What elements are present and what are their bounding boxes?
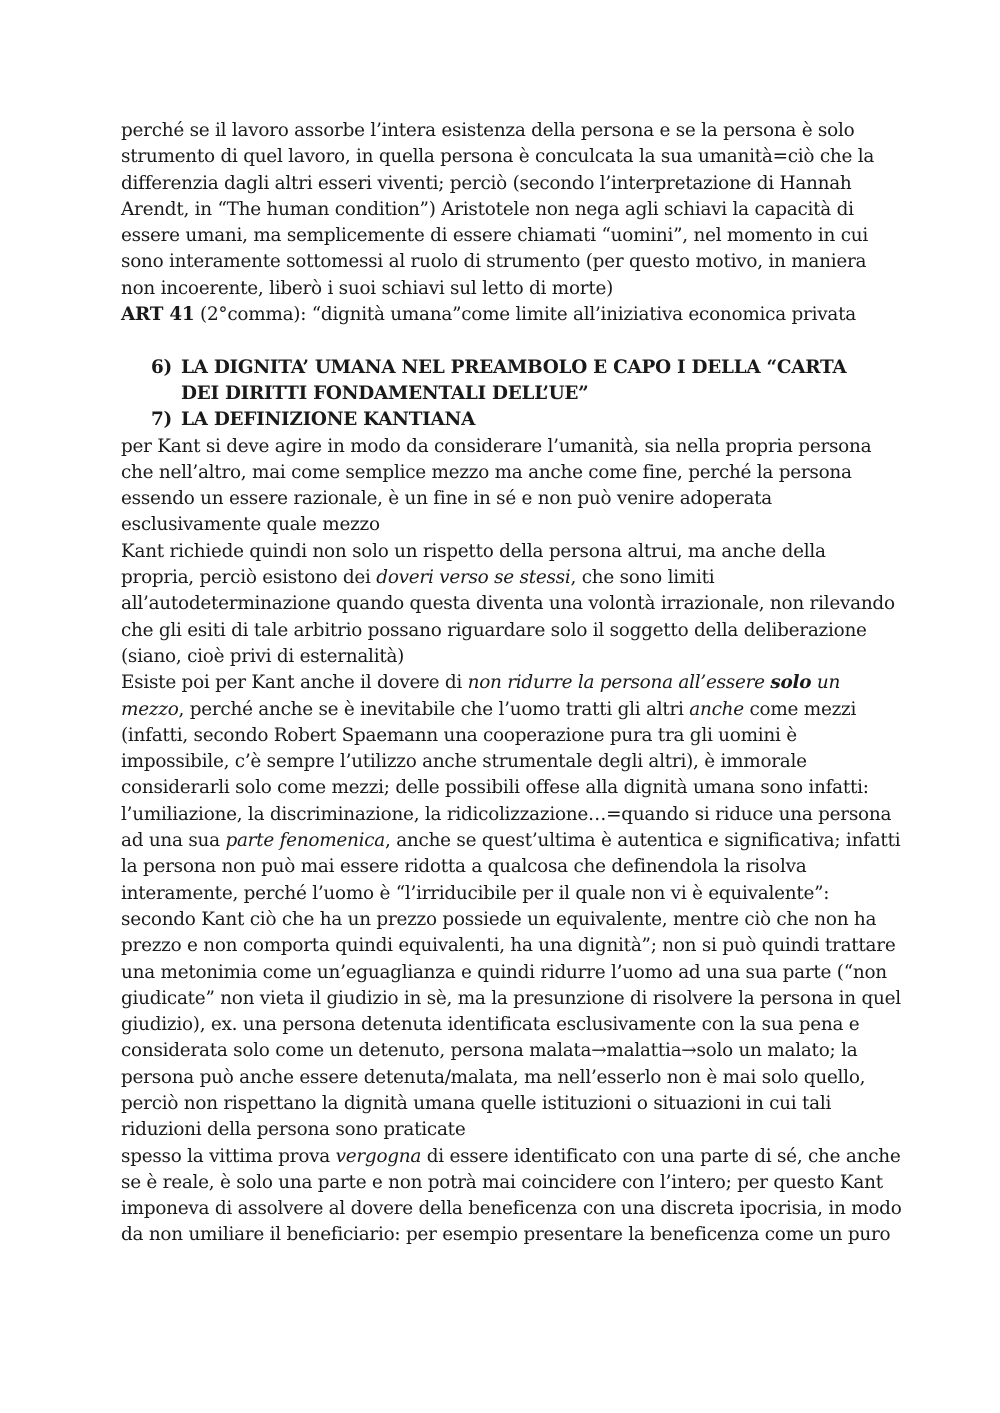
text-line: imponeva di assolvere al dovere della beneficenza con una discreta ipocrisia, in modo (121, 1198, 902, 1220)
text-line: la persona non può mai essere ridotta a qualcosa che definendola la risolva (121, 856, 807, 878)
text-line: (infatti, secondo Robert Spaemann una cooperazione pura tra gli uomini è (121, 724, 797, 746)
text-line: all’autodeterminazione quando questa diventa una volontà irrazionale, non rilevando (121, 593, 895, 615)
text-line: perciò non rispettano la dignità umana quelle istituzioni o situazioni in cui tali (121, 1092, 832, 1114)
heading-text: LA DIGNITA’ UMANA NEL PREAMBOLO E CAPO I DELLA “CARTA (181, 356, 847, 378)
text-span: come mezzi (743, 698, 857, 720)
text-line: per Kant si deve agire in modo da considerare l’umanità, sia nella propria persona (121, 435, 872, 457)
text-line: esclusivamente quale mezzo (121, 514, 380, 536)
text-line: considerata solo come un detenuto, persona malata→malattia→solo un malato; la (121, 1040, 858, 1062)
text-span: ad una sua (121, 830, 226, 852)
text-line: interamente, perché l’uomo è “l’irriducibile per il quale non vi è equivalente”: (121, 882, 830, 904)
text-line: l’umiliazione, la discriminazione, la ridicolizzazione…=quando si riduce una persona (121, 803, 892, 825)
text-line: non incoerente, liberò i suoi schiavi sul letto di morte) (121, 277, 614, 299)
text-line: Kant richiede quindi non solo un rispetto della persona altrui, ma anche della (121, 540, 826, 562)
text-line: secondo Kant ciò che ha un prezzo possiede un equivalente, mentre ciò che non ha (121, 908, 877, 930)
text-span: Esiste poi per Kant anche il dovere di (121, 672, 468, 694)
art41-text: (2°comma): “dignità umana”come limite all’iniziativa economica privata (194, 304, 856, 326)
text-line: differenzia dagli altri esseri viventi; perciò (secondo l’interpretazione di Hannah (121, 172, 852, 194)
text-line: prezzo e non comporta quindi equivalenti, ha una dignità”; non si può quindi trattare (121, 935, 896, 957)
text-line (121, 565, 901, 591)
text-line: che gli esiti di tale arbitrio possano riguardare solo il soggetto della deliberazione (121, 619, 867, 641)
text-span: , che sono limiti (570, 567, 715, 589)
heading-text: LA DEFINIZIONE KANTIANA (181, 409, 476, 431)
emphasis-text: non ridurre la persona all’essere (467, 672, 771, 694)
text-line: perché se il lavoro assorbe l’intera esistenza della persona e se la persona è solo (121, 120, 855, 141)
emphasis-text: parte fenomenica (225, 830, 386, 852)
paragraph-aristotle (121, 118, 901, 302)
text-line: una metonimia come un’eguaglianza e quindi ridurre l’uomo ad una sua parte (“non (121, 961, 887, 983)
emphasis-text: un (811, 672, 841, 694)
text-line (121, 670, 901, 696)
text-line: giudicate” non vieta il giudizio in sè, ma la presunzione di risolvere la persona in quel (121, 987, 901, 1009)
text-span: , anche se quest’ultima è autentica e significativa; infatti (385, 830, 901, 852)
emphasis-text: vergogna (335, 1145, 422, 1167)
art41-line (121, 302, 901, 328)
text-line (121, 697, 901, 723)
text-line (121, 1144, 901, 1170)
text-line: che nell’altro, mai come semplice mezzo ma anche come fine, perché la persona (121, 461, 852, 483)
paragraph-kant-definition (121, 434, 901, 539)
text-line: considerarli solo come mezzi; delle possibili offese alla dignità umana sono infatti: (121, 777, 869, 799)
text-line: Arendt, in “The human condition”) Aristotele non nega agli schiavi la capacità di (121, 198, 854, 220)
text-line: impossibile, c’è sempre l’utilizzo anche strumentale degli altri), è immorale (121, 751, 807, 773)
text-line: giudizio), ex. una persona detenuta identificata esclusivamente con la sua pena e (121, 1014, 860, 1036)
text-line: sono interamente sottomessi al ruolo di strumento (per questo motivo, in maniera (121, 251, 867, 273)
text-line: essendo un essere razionale, è un fine in sé e non può venire adoperata (121, 488, 773, 510)
text-line: se è reale, è solo una parte e non potrà mai coincidere con l’intero; per questo Kant (121, 1171, 883, 1193)
art41-label: ART 41 (121, 304, 195, 326)
emphasis-text: doveri verso se stessi (376, 567, 571, 589)
text-span: spesso la vittima prova (121, 1145, 336, 1167)
emphasis-text: mezzo (121, 698, 179, 720)
emphasis-text: anche (689, 698, 744, 720)
text-line: strumento di quel lavoro, in quella persona è conculcata la sua umanità=ciò che la (121, 146, 875, 168)
text-line: essere umani, ma semplicemente di essere chiamati “uomini”, nel momento in cui (121, 225, 869, 247)
heading-number: 6) (151, 356, 172, 378)
text-line: riduzioni della persona sono praticate (121, 1119, 466, 1141)
heading-6-continued: DEI DIRITTI FONDAMENTALI DELL’UE” (181, 382, 589, 404)
text-span: di essere identificato con una parte di sé, che anche (421, 1145, 901, 1167)
heading-7 (121, 407, 901, 433)
text-span: , perché anche se è inevitabile che l’uomo tratti gli altri (178, 698, 690, 720)
paragraph-kant-shame (121, 1144, 901, 1249)
text-line: (siano, cioè privi di esternalità) (121, 645, 405, 667)
strong-emphasis-text: solo (770, 672, 812, 694)
paragraph-kant-means (121, 670, 901, 1143)
heading-number: 7) (151, 409, 172, 431)
text-span: propria, perciò esistono dei (121, 567, 377, 589)
text-line (121, 828, 901, 854)
blank-line (121, 328, 901, 354)
paragraph-kant-duties (121, 539, 901, 670)
text-line: persona può anche essere detenuta/malata, ma nell’esserlo non è mai solo quello, (121, 1066, 866, 1088)
text-line: da non umiliare il beneficiario: per esempio presentare la beneficenza come un puro (121, 1224, 891, 1246)
document-body (121, 118, 901, 1249)
heading-6 (121, 355, 901, 381)
